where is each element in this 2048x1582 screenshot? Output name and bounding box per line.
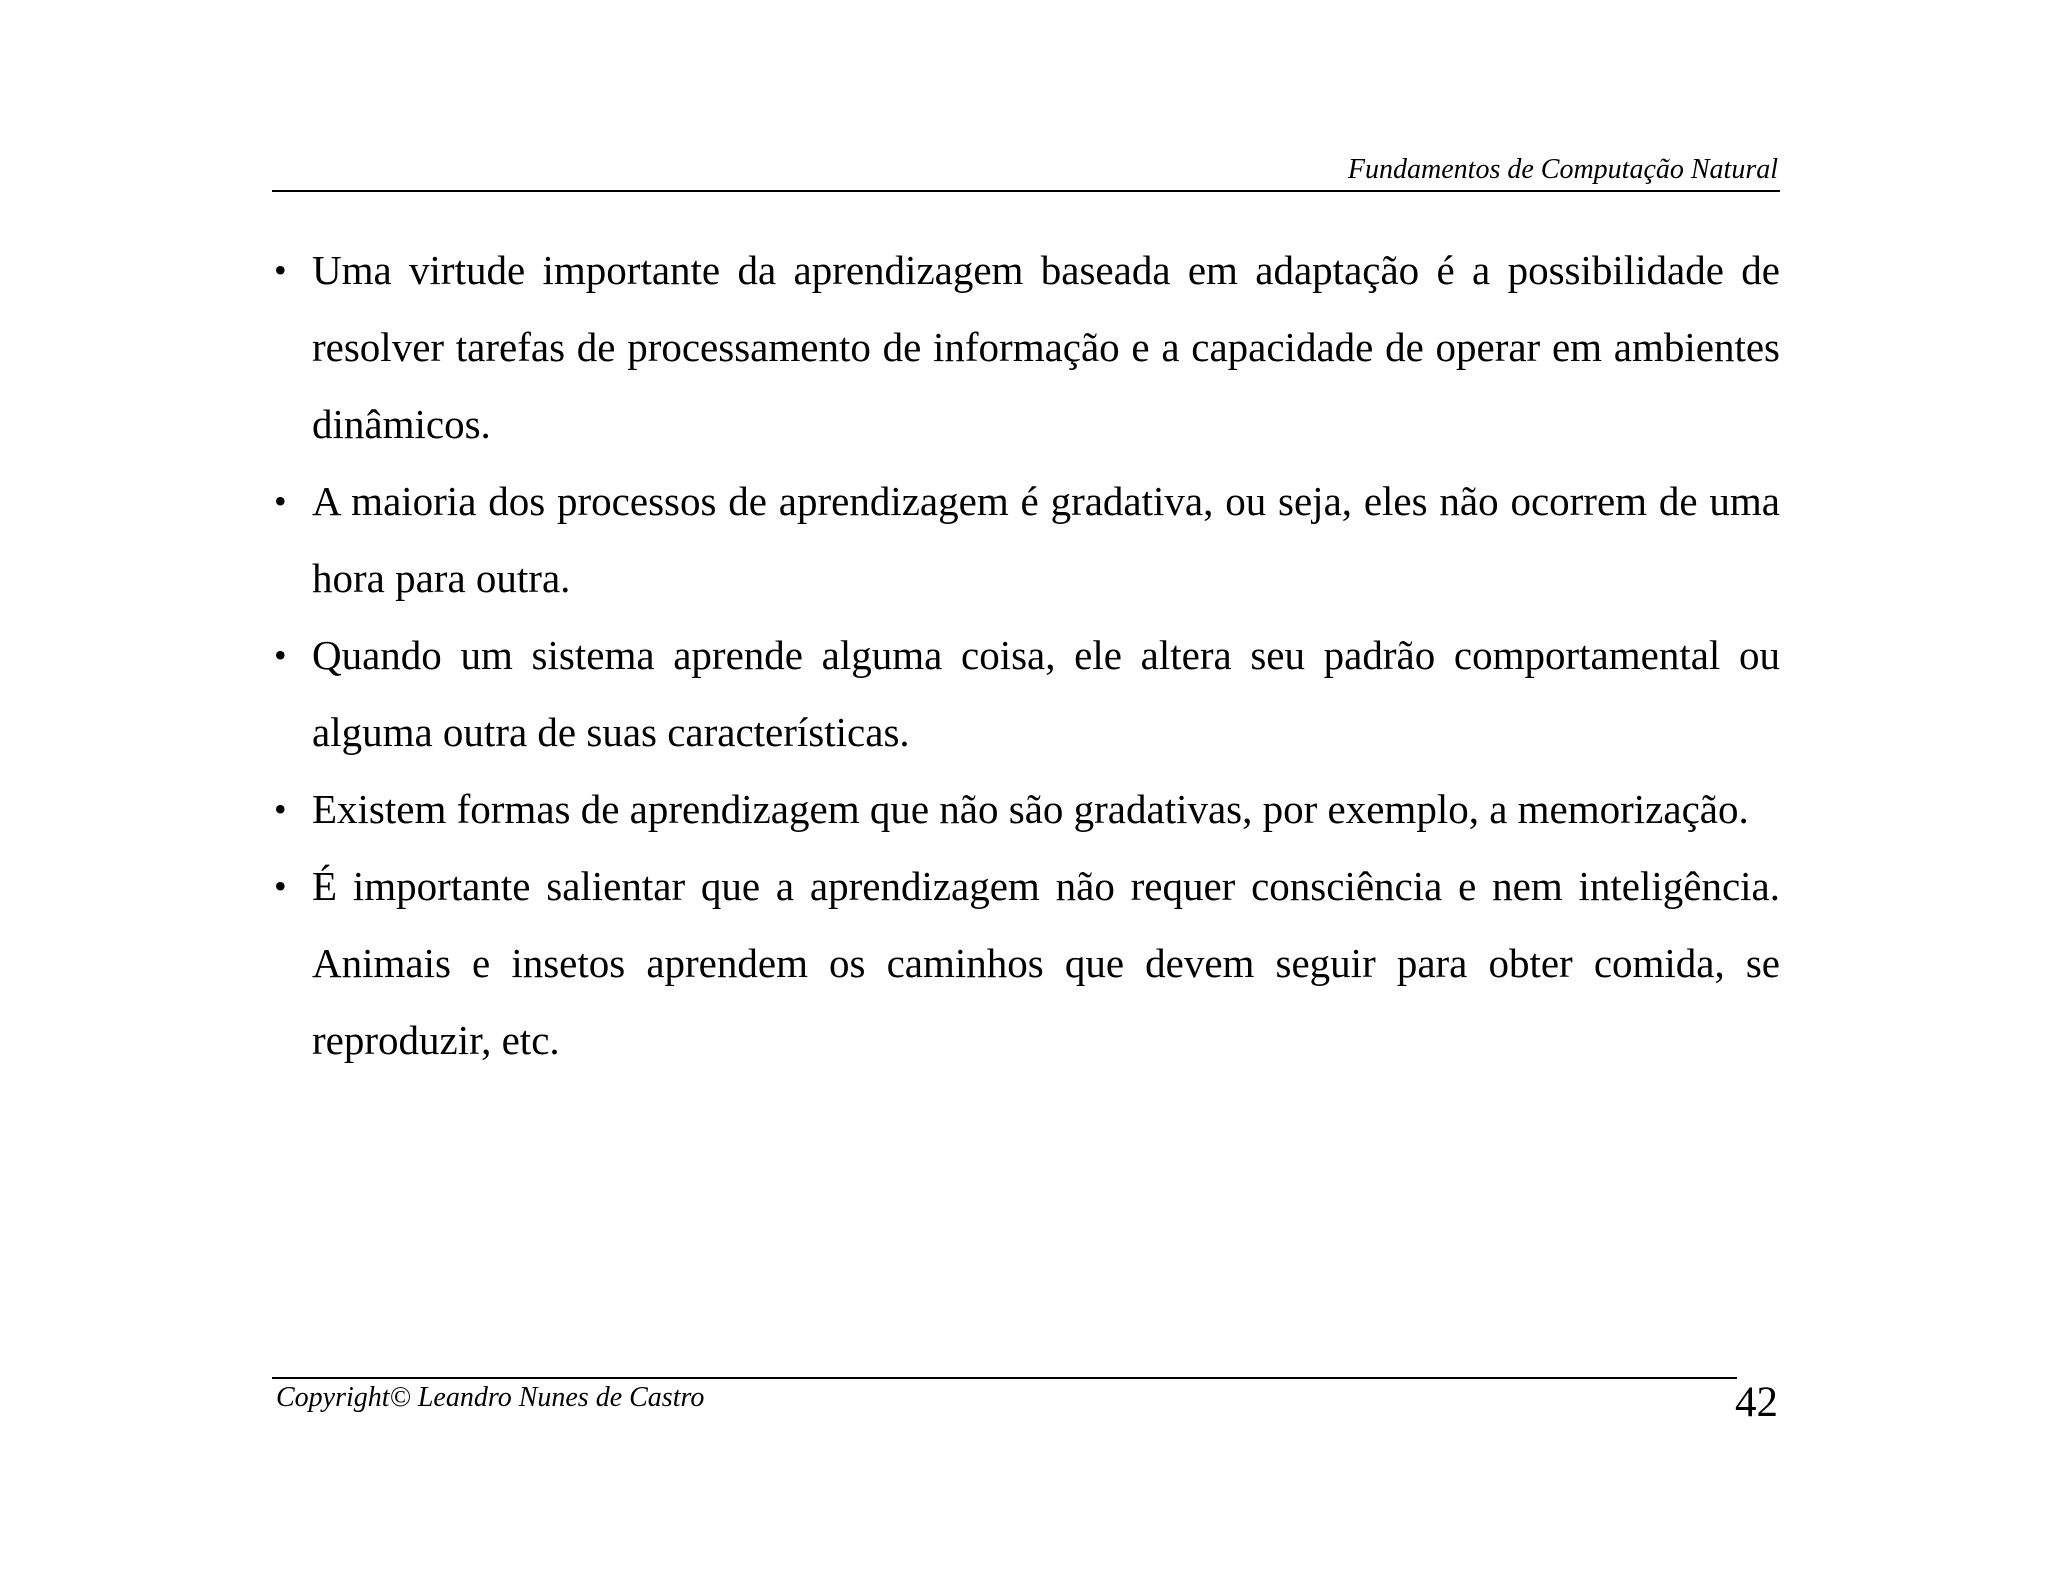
bullet-marker: • — [274, 481, 287, 521]
bullet-marker: • — [274, 635, 287, 675]
bullet-text: É importante salientar que a aprendizagem não requer consciência e nem inteligência. Animais e insetos aprendem os caminhos que devem seguir para obter comida, se reproduzir, etc. — [312, 863, 1780, 1063]
bullet-text: Existem formas de aprendizagem que não são gradativas, por exemplo, a memorização. — [312, 786, 1749, 832]
page-number: 42 — [1735, 1379, 1778, 1426]
bullet-text: Quando um sistema aprende alguma coisa, ele altera seu padrão comportamental ou alguma outra de suas características. — [312, 632, 1780, 755]
bullet-item — [272, 848, 1780, 1079]
bullet-item — [272, 617, 1780, 771]
bullet-text: Uma virtude importante da aprendizagem baseada em adaptação é a possibilidade de resolver tarefas de processamento de informação e a capacidade de operar em ambientes dinâmicos. — [312, 247, 1780, 447]
bullet-marker: • — [274, 789, 287, 829]
footer-copyright: Copyright© Leandro Nunes de Castro — [276, 1382, 705, 1413]
bullet-item — [272, 232, 1780, 463]
running-header: Fundamentos de Computação Natural — [1347, 154, 1778, 185]
bullet-list — [272, 232, 1780, 1079]
bullet-item — [272, 771, 1780, 848]
bullet-marker: • — [274, 866, 287, 906]
bullet-marker: • — [274, 250, 287, 290]
bullet-item — [272, 463, 1780, 617]
bullet-text: A maioria dos processos de aprendizagem é gradativa, ou seja, eles não ocorrem de uma hora para outra. — [312, 478, 1780, 601]
footer-rule — [272, 1377, 1737, 1379]
header-rule — [272, 190, 1780, 192]
